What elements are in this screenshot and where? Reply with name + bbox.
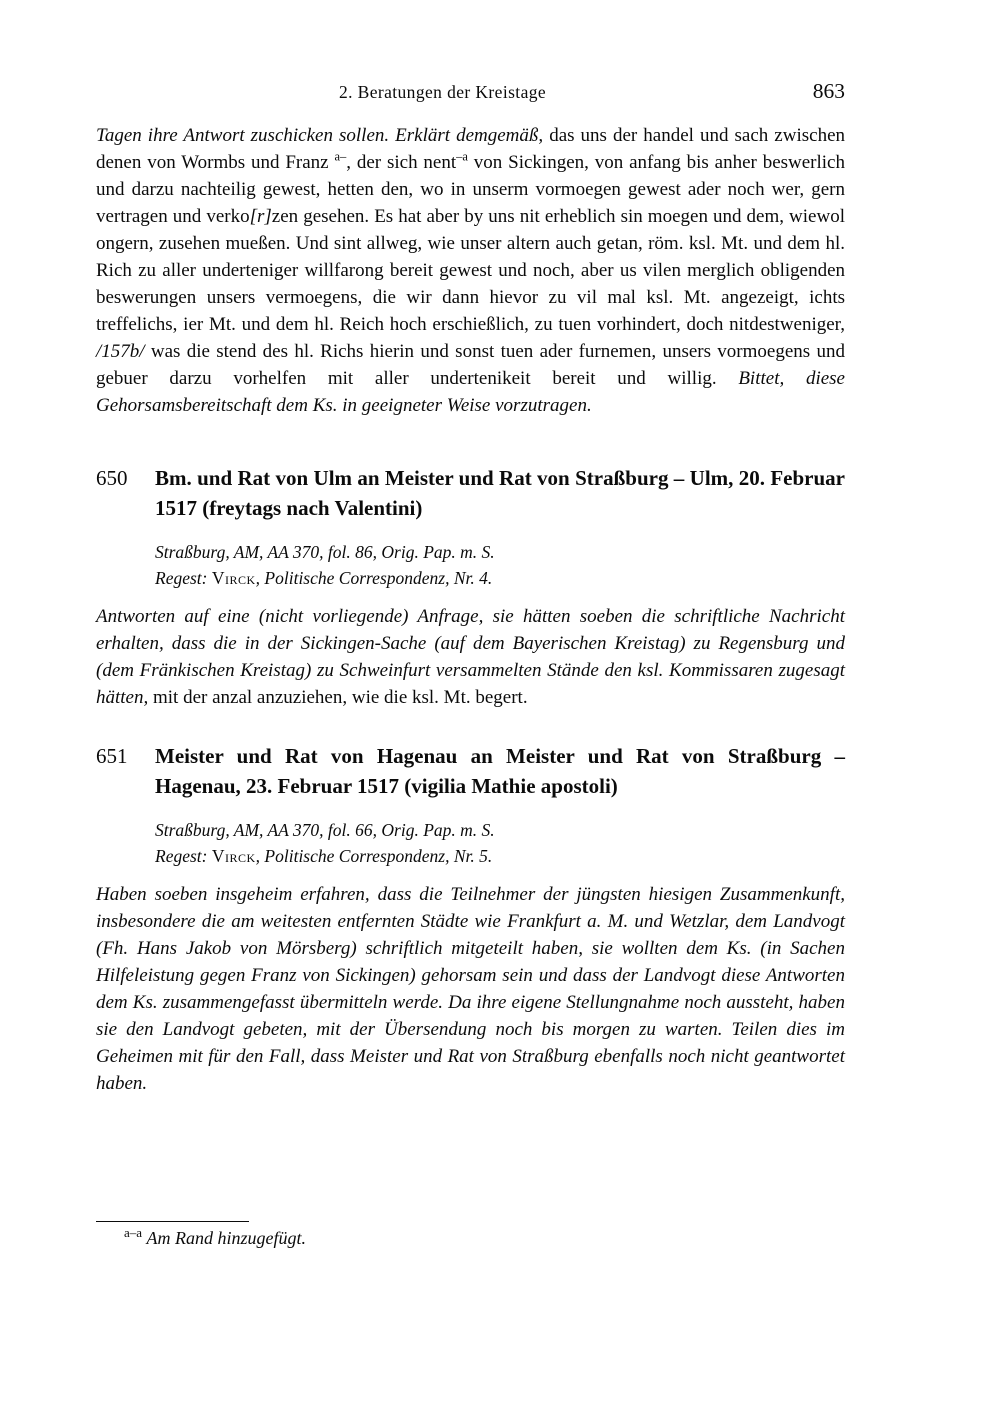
folio-reference: /157b/ [96,341,145,362]
entry-650 [96,463,845,711]
summary-roman-text: mit der anzal anzuziehen, wie die ksl. Mt. begert. [148,687,528,708]
regest-reference: , Politische Correspondenz, Nr. 4. [255,568,493,588]
footnote [96,1226,845,1251]
regest-line [155,843,845,869]
transcription-text: , der sich nent [346,152,457,173]
regest-closing: Bittet, diese Gehorsamsbereitschaft dem Ks. in geeigneter Weise vorzutragen. [96,368,845,416]
transcription-text: das uns der handel und sach zwischen denen von Wormbs und Franz [96,125,845,173]
source-block [155,539,845,591]
transcription-text: von Sickingen, von anfang bis anher beswerlich und darzu nachteilig gewest, hetten den, wo in unserm vormoegen gewest ader noch wer, gern vertragen und verko [96,152,845,227]
regest-author: Virck [211,568,256,588]
entry-title: Bm. und Rat von Ulm an Meister und Rat von Straßburg – Ulm, 20. Februar 1517 (freytags nach Valentini) [155,466,845,520]
footnote-area [96,1221,845,1251]
entry-title: Meister und Rat von Hagenau an Meister und Rat von Straßburg – Hagenau, 23. Februar 1517 (vigilia Mathie apostoli) [155,744,845,798]
entry-summary [96,603,845,711]
summary-italic-text: Antworten auf eine (nicht vorliegende) Anfrage, sie hätten soeben die schriftliche Nachricht erhalten, dass die in der Sickingen-Sache (auf dem Bayerischen Kreistag) zu Regensburg und (dem Fränkischen Kreistag) zu Schweinfurt versammelten Stände den ksl. Kommissaren zugesagt hätten, [96,606,845,708]
entry-number: 651 [96,744,128,768]
running-head [96,79,845,108]
transcription-text: zen gesehen. Es hat aber by uns nit erheblich sin moegen und dem, wiewol ongern, zusehen mueßen. Und sint allweg, wie unser altern auch getan, röm. ksl. Mt. und dem hl. Rich zu aller underteniger willfarong bereit gewest und noch, aber us vilen merglich obligenden beswerungen unsers vermoegens, die wir dann hievor zu vil mal ksl. Mt. angezeigt, ichts treffelichs, ier Mt. und dem hl. Reich hoch erschießlich, zu tuen vorhindert, doch nitdestweniger, [96,206,845,335]
source-line [155,817,845,843]
footnote-marker: a–a [124,1225,143,1240]
editorial-insertion: [r] [249,206,272,227]
archive-reference: Straßburg, AM, AA 370, fol. 86, Orig. Pap. m. S. [155,542,495,562]
regest-reference: , Politische Correspondenz, Nr. 5. [255,846,493,866]
entry-heading [96,463,845,523]
regest-italic-lead: Tagen ihre Antwort zuschicken sollen. Erklärt demgemäß, [96,125,544,146]
footnote-text: Am Rand hinzugefügt. [146,1228,307,1248]
regest-label: Regest: [155,846,212,866]
archive-reference: Straßburg, AM, AA 370, fol. 66, Orig. Pap. m. S. [155,820,495,840]
footnote-rule [96,1221,249,1222]
regest-label: Regest: [155,568,212,588]
summary-italic-text: Haben soeben insgeheim erfahren, dass die Teilnehmer der jüngsten hiesigen Zusammenkunft, insbesondere die am weitesten entfernten Städte wie Frankfurt a. M. und Wetzlar, dem Landvogt (Fh. Hans Jakob von Mörsberg) schriftlich mitgeteilt haben, sie wollten dem Ks. (in Sachen Hilfeleistung gegen Franz von Sickingen) gehorsam sein und dass der Landvogt diese Antworten dem Ks. zusammengefasst übermitteln werde. Da ihre eigene Stellungnahme noch aussteht, haben sie den Landvogt gebeten, mit der Übersendung noch bis morgen zu warten. Teilen dies im Geheimen mit für den Fall, dass Meister und Rat von Straßburg ebenfalls noch nicht geantwortet haben. [96,884,845,1094]
entry-number: 650 [96,466,128,490]
regest-author: Virck [211,846,256,866]
entry-summary [96,881,845,1097]
entry-651 [96,741,845,1097]
source-block [155,817,845,869]
regest-line [155,565,845,591]
footnote-ref-a-start: a– [334,149,347,164]
entry-heading [96,741,845,801]
source-line [155,539,845,565]
section-title: 2. Beratungen der Kreistage [338,82,547,102]
page-number: 863 [812,79,845,103]
transcription-text: was die stend des hl. Richs hierin und sonst tuen ader furnemen, unsers vormoegens und gebuer darzu vorhelfen mit aller undertenikeit bereit und willig. [96,341,845,389]
footnote-ref-a-end: –a [456,149,468,164]
text-block [96,79,845,1097]
continuation-paragraph [96,122,845,419]
